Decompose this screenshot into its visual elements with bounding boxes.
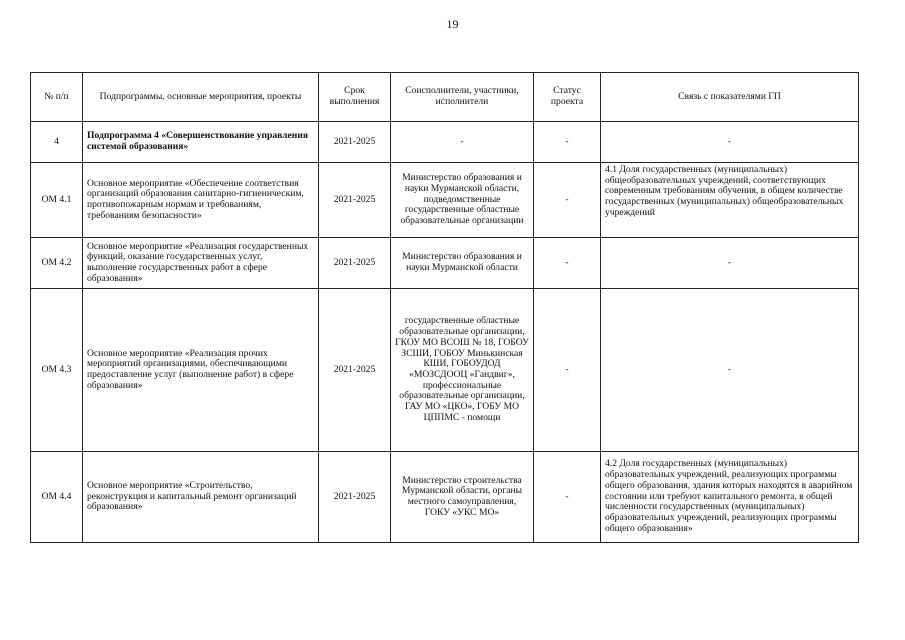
cell-name: Основное мероприятие «Реализация государственных функций, оказание государственных услуг, выполнение государственных работ в сфере образования» [83, 238, 319, 289]
cell-status: - [534, 289, 601, 452]
cell-num: ОМ 4.1 [31, 163, 83, 238]
header-name: Подпрограммы, основные мероприятия, проекты [83, 73, 319, 122]
cell-link: 4.2 Доля государственных (муниципальных) образовательных учреждений, реализующих программы общего образования, здания которых находятся в аварийном состоянии или требуют капитального ремонта, в общей численности государственных (муниципальных) образовательных учреждений, реализующих программы общего образования» [601, 452, 859, 543]
page-number: 19 [446, 17, 459, 31]
cell-term: 2021-2025 [319, 163, 391, 238]
table-row [31, 452, 859, 543]
cell-link: - [601, 289, 859, 452]
header-executors: Соисполнители, участники, исполнители [391, 73, 534, 122]
header-num: № п/п [31, 73, 83, 122]
cell-status: - [534, 452, 601, 543]
table-header-row [31, 73, 859, 122]
cell-num: ОМ 4.2 [31, 238, 83, 289]
cell-name: Основное мероприятие «Обеспечение соответствия организаций образования санитарно-гигиеническим, противопожарным нормам и требованиям, требованиям безопасности» [83, 163, 319, 238]
cell-term: 2021-2025 [319, 289, 391, 452]
cell-term: 2021-2025 [319, 122, 391, 163]
cell-link: - [601, 238, 859, 289]
cell-link: - [601, 122, 859, 163]
header-term: Срок выполнения [319, 73, 391, 122]
cell-name: Основное мероприятие «Реализация прочих мероприятий организациями, обеспечивающими предоставление услуг (выполнение работ) в сфере образования» [83, 289, 319, 452]
cell-executors: Министерство образования и науки Мурманской области, подведомственные государственные областные образовательные организации [391, 163, 534, 238]
table-row [31, 163, 859, 238]
cell-status: - [534, 122, 601, 163]
table-row [31, 289, 859, 452]
cell-executors: Министерство образования и науки Мурманской области [391, 238, 534, 289]
cell-executors: Министерство строительства Мурманской области, органы местного самоуправления, ГОКУ «УКС МО» [391, 452, 534, 543]
cell-num: ОМ 4.3 [31, 289, 83, 452]
cell-executors: государственные областные образовательные организации, ГКОУ МО ВСОШ № 18, ГОБОУ ЗСШИ, ГОБОУ Минькинская КШИ, ГОБОУДОД «МОЗСДООЦ «Гандвиг», профессиональные образовательные организации, ГАУ МО «ЦКО», ГОБУ МО ЦППМС - помощи [391, 289, 534, 452]
cell-name: Основное мероприятие «Строительство, реконструкция и капитальный ремонт организаций образования» [83, 452, 319, 543]
header-link: Связь с показателями ГП [601, 73, 859, 122]
cell-num: 4 [31, 122, 83, 163]
cell-executors: - [391, 122, 534, 163]
cell-status: - [534, 238, 601, 289]
cell-status: - [534, 163, 601, 238]
cell-term: 2021-2025 [319, 238, 391, 289]
program-table [30, 72, 859, 543]
cell-num: ОМ 4.4 [31, 452, 83, 543]
cell-name: Подпрограмма 4 «Совершенствование управления системой образования» [83, 122, 319, 163]
table-row [31, 122, 859, 163]
cell-link: 4.1 Доля государственных (муниципальных) общеобразовательных учреждений, соответствующих современным требованиям обучения, в общем количестве государственных (муниципальных) общеобразовательных учреждений [601, 163, 859, 238]
cell-term: 2021-2025 [319, 452, 391, 543]
table-row [31, 238, 859, 289]
header-status: Статус проекта [534, 73, 601, 122]
